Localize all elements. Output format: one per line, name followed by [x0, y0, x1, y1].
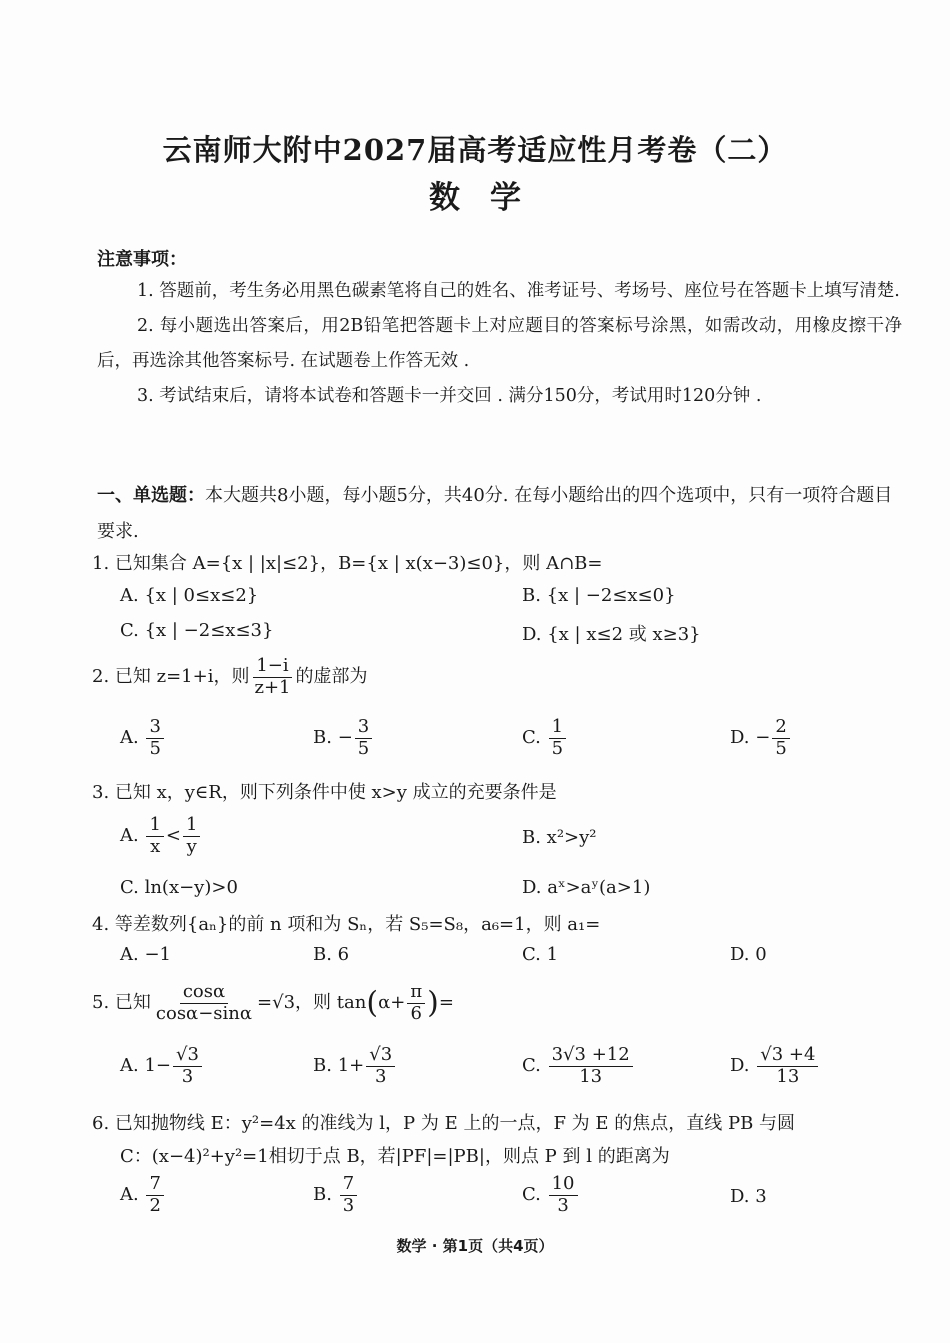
- fraction-denominator: 3: [181, 1065, 194, 1087]
- question-2-option-d: [730, 717, 792, 759]
- fraction-numerator: 1: [549, 717, 566, 739]
- tan-argument-pre: α+: [378, 992, 406, 1014]
- fraction-denominator: 3: [374, 1065, 387, 1087]
- option-fraction: [340, 1174, 357, 1216]
- fraction-numerator: √3: [366, 1045, 395, 1067]
- option-label: D.: [730, 1055, 750, 1077]
- question-5-stem-post: =: [438, 992, 454, 1014]
- question-1-option-b: B. {x | −2≤x≤0}: [522, 585, 676, 606]
- question-6-option-d: [730, 1186, 767, 1207]
- option-fraction: [146, 815, 163, 857]
- question-6-option-c: [522, 1174, 580, 1216]
- option-label: A.: [120, 1055, 139, 1077]
- question-6-line-1: 6. 已知抛物线 E：y²=4x 的准线为 l，P 为 E 上的一点，F 为 E 的焦点，直线 PB 与圆: [92, 1113, 796, 1134]
- option-prefix: 1+: [337, 1055, 365, 1077]
- option-sign: −: [755, 727, 771, 749]
- tan-fraction: [407, 982, 425, 1024]
- question-3-option-a: [120, 815, 202, 857]
- fraction-numerator: 3: [146, 717, 163, 739]
- option-prefix: 1−: [144, 1055, 172, 1077]
- option-label: C.: [522, 1184, 541, 1206]
- option-fraction: [549, 1045, 633, 1087]
- fraction-numerator: 1−i: [253, 656, 291, 678]
- fraction-numerator: cosα: [180, 982, 228, 1004]
- option-sign: −: [337, 727, 353, 749]
- question-3-option-c: C. ln(x−y)>0: [120, 877, 238, 898]
- fraction-numerator: 2: [772, 717, 789, 739]
- question-1-option-c: C. {x | −2≤x≤3}: [120, 620, 274, 641]
- section-heading: [97, 478, 902, 550]
- option-fraction: [173, 1045, 202, 1087]
- question-4-option-a: A. −1: [120, 944, 171, 965]
- option-fraction: [355, 717, 372, 759]
- option-fraction: [772, 717, 789, 759]
- note-item: 3. 考试结束后，请将本试卷和答题卡一并交回 . 满分150分，考试用时120分钟 .: [137, 386, 762, 406]
- question-4-option-c: C. 1: [522, 944, 559, 965]
- question-6-stem: [92, 1107, 902, 1173]
- question-5-stem-mid: =√3，则 tan: [257, 992, 367, 1014]
- question-3-option-b: B. x²>y²: [522, 827, 597, 848]
- question-2-stem-post: 的虚部为: [295, 666, 368, 688]
- option-label: B.: [313, 727, 332, 749]
- fraction-denominator: 2: [149, 1194, 161, 1216]
- fraction-numerator: 3: [355, 717, 372, 739]
- relation-sign: <: [165, 825, 182, 847]
- question-2-option-c: [522, 717, 568, 759]
- note-item: 1. 答题前，考生务必用黑色碳素笔将自己的姓名、准考证号、考场号、座位号在答题卡上填写清楚.: [137, 281, 900, 301]
- question-4-stem: 4. 等差数列{aₙ}的前 n 项和为 Sₙ，若 S₅=S₈，a₆=1，则 a₁=: [92, 914, 601, 935]
- question-3-option-d: D. aˣ>aʸ(a>1): [522, 877, 651, 898]
- notes-heading: 注意事项：: [97, 249, 187, 270]
- fraction-denominator: 5: [357, 737, 370, 759]
- section-heading-label: 一、单选题：: [97, 485, 205, 506]
- fraction-numerator: 10: [549, 1174, 578, 1196]
- question-5-option-b: [313, 1045, 397, 1087]
- fraction-denominator: z+1: [254, 676, 291, 698]
- fraction-numerator: 3√3 +12: [549, 1045, 633, 1067]
- left-paren: (: [366, 985, 379, 1021]
- option-fraction: [366, 1045, 395, 1087]
- fraction-denominator: 13: [776, 1065, 800, 1087]
- fraction-numerator: √3 +4: [757, 1045, 818, 1067]
- question-5-stem: [92, 982, 902, 1024]
- option-fraction: [549, 1174, 578, 1216]
- fraction-denominator: 6: [410, 1002, 422, 1024]
- fraction-numerator: 7: [340, 1174, 357, 1196]
- option-label: C.: [522, 1055, 541, 1077]
- question-1-option-d: D. {x | x≤2 或 x≥3}: [522, 624, 701, 645]
- option-label: A.: [120, 727, 139, 749]
- question-3-stem: 3. 已知 x，y∈R，则下列条件中使 x>y 成立的充要条件是: [92, 782, 557, 803]
- option-label: A.: [120, 825, 139, 847]
- fraction-denominator: 5: [149, 737, 161, 759]
- fraction-denominator: 5: [775, 737, 787, 759]
- option-label: D.: [730, 1186, 750, 1207]
- option-fraction: [183, 815, 200, 857]
- question-5-option-d: [730, 1045, 820, 1087]
- option-fraction: [757, 1045, 818, 1087]
- question-5-option-c: [522, 1045, 635, 1087]
- question-5-option-a: [120, 1045, 204, 1087]
- question-1-stem: 1. 已知集合 A={x | |x|≤2}，B={x | x(x−3)≤0}，则 A∩B=: [92, 553, 603, 574]
- option-value: 3: [755, 1186, 767, 1207]
- option-label: B.: [313, 1055, 332, 1077]
- question-5-stem-pre: 5. 已知: [92, 992, 151, 1014]
- question-2-option-a: [120, 717, 166, 759]
- question-4-option-b: B. 6: [313, 944, 350, 965]
- fraction-denominator: x: [150, 835, 161, 857]
- section-heading-text: 本大题共8小题，每小题5分，共40分. 在每小题给出的四个选项中，只有一项符合题目要求.: [97, 485, 893, 542]
- fraction-denominator: 3: [557, 1194, 569, 1216]
- question-4-option-d: D. 0: [730, 944, 767, 965]
- fraction-denominator: 5: [551, 737, 564, 759]
- page-footer: 数学 · 第1页（共4页）: [396, 1237, 554, 1255]
- fraction-numerator: 1: [146, 815, 163, 837]
- option-label: A.: [120, 1184, 139, 1206]
- question-2-fraction: [251, 656, 293, 698]
- exam-title: 云南师大附中2027届高考适应性月考卷（二）: [162, 133, 788, 167]
- right-paren: ): [427, 985, 439, 1021]
- notes-list: [97, 274, 902, 414]
- option-fraction: [549, 717, 566, 759]
- question-2-option-b: [313, 717, 374, 759]
- fraction-numerator: π: [407, 982, 425, 1004]
- fraction-denominator: cosα−sinα: [155, 1002, 253, 1024]
- subject-title: 数学: [429, 180, 551, 216]
- option-label: B.: [313, 1184, 332, 1206]
- option-label: C.: [522, 727, 541, 749]
- question-2-stem: [92, 656, 902, 698]
- question-6-option-b: [313, 1174, 359, 1216]
- fraction-denominator: 13: [579, 1065, 603, 1087]
- question-5-fraction: [153, 982, 255, 1024]
- question-6-option-a: [120, 1174, 166, 1216]
- fraction-numerator: √3: [173, 1045, 202, 1067]
- question-6-line-2: C：(x−4)²+y²=1相切于点 B，若|PF|=|PB|，则点 P 到 l 的距离为: [120, 1146, 670, 1167]
- note-item: 2. 每小题选出答案后，用2B铅笔把答题卡上对应题目的答案标号涂黑，如需改动，用橡皮擦干净后，再选涂其他答案标号. 在试题卷上作答无效 .: [97, 316, 902, 371]
- fraction-denominator: y: [186, 835, 197, 857]
- question-2-stem-pre: 2. 已知 z=1+i，则: [92, 666, 250, 688]
- fraction-numerator: 7: [146, 1174, 163, 1196]
- option-label: D.: [730, 727, 750, 749]
- option-fraction: [146, 717, 163, 759]
- option-fraction: [146, 1174, 163, 1216]
- fraction-numerator: 1: [183, 815, 200, 837]
- fraction-denominator: 3: [342, 1194, 355, 1216]
- question-1-option-a: A. {x | 0≤x≤2}: [120, 585, 259, 606]
